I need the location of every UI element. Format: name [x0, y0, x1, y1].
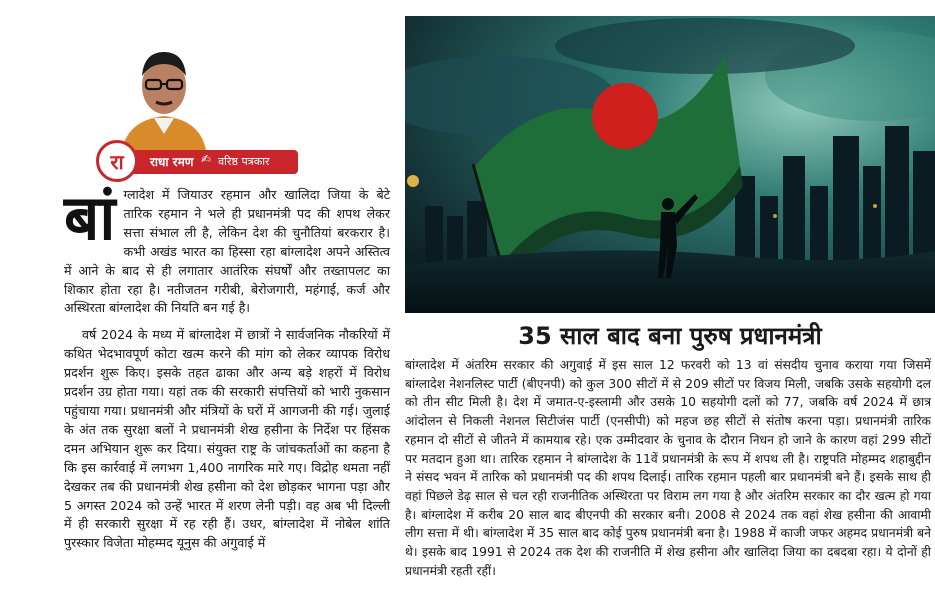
- publication-logo: [96, 140, 138, 182]
- pen-icon: ✍: [201, 152, 212, 166]
- author-name: राधा रमण: [150, 155, 194, 169]
- section-headline: 35 साल बाद बना पुरुष प्रधानमंत्री: [518, 322, 822, 350]
- author-role: वरिष्ठ पत्रकार: [218, 155, 270, 168]
- right-article: बांग्लादेश में अंतरिम सरकार की अगुवाई में इस साल 12 फरवरी को 13 वां संसदीय चुनाव कराया गया जिसमें बांग्लादेश नेशनलिस्ट पार्टी (बीएनपी) को कुल 300 सीटों में से 209 सीटों पर विजय मिली, जबकि उसके सहयोगी दल को तीन सीट मिली है। देश में जमात-ए-इस्लामी और उसके 10 सहयोगी दलों को 77, जबकि वर्ष 2024 में छात्र आंदोलन से निकली नेशनल सिटीजंस पार्टी (एनसीपी) को महज छह सीटों से संतोष करना पड़ा। प्रधानमंत्री तारिक रहमान दो सीटों से जीतने में कामयाब रहे। एक उम्मीदवार के चुनाव के दौरान निधन हो जाने के कारण वहां 299 सीटों पर मतदान हुआ था। तारिक रहमान ने बांग्लादेश के 11वें प्रधानमंत्री के रूप में शपथ ली है। राष्ट्रपति मोहम्मद शहाबुद्दीन ने संसद भवन में तारिक को प्रधानमंत्री पद की शपथ दिलाई। तारिक रहमान पहली बार प्रधानमंत्री बने हैं। इसके साथ ही वहां पिछले डेढ़ साल से चल रही राजनीतिक अस्थिरता पर विराम लग गया है और अंतरिम सरकार का दौर खत्म हो गया है। बांग्लादेश में करीब 20 साल बाद बीएनपी की सरकार बनी। 2008 से 2024 तक वहां शेख हसीना की आवामी लीग सत्ता में थी। बांग्लादेश में 35 साल बाद कोई पुरुष प्रधानमंत्री बना है। 1988 में काजी जफर अहमद प्रधानमंत्री बने थे। इसके बाद 1991 से 2024 तक देश की राजनीति में शेख हसीना और खालिदा जिया का दबदबा रहा। ये दोनों ही प्रधानमंत्री रहती रहीं।: [405, 358, 931, 578]
- left-article-paragraph-1: [64, 181, 390, 318]
- left-article-paragraph-2: वर्ष 2024 के मध्य में बांग्लादेश में छात्रों ने सार्वजनिक नौकरियों में कथित भेदभावपूर्ण कोटा खत्म करने की मांग को लेकर व्यापक विरोध प्रदर्शन शुरू किए। इसके तहत ढाका और अन्य बड़े शहरों में विरोध प्रदर्शन उग्र होता गया। यहां तक की सरकारी संपत्तियों को भारी नुकसान पहुंचाया गया। प्रधानमंत्री और मंत्रियों के घरों में आगजनी की गई। जुलाई के अंत तक सुरक्षा बलों ने प्रधानमंत्री शेख हसीना के निर्देश पर हिंसक दमन अभियान शुरू कर दिया। संयुक्त राष्ट्र के जांचकर्ताओं का कहना है कि इस कार्रवाई में लगभग 1,400 नागरिक मारे गए। विद्रोह थमता नहीं देखकर तब की प्रधानमंत्री शेख हसीना को देश छोड़कर भागना पड़ा और 5 अगस्त 2024 को उन्हें भारत में शरण लेनी पड़ी। वह अब भी दिल्ली में ही सरकारी सुरक्षा में रह रही हैं। उधर, बांग्लादेश में नोबेल शांति पुरस्कार विजेता मोहम्मद यूनुस की अगुवाई में: [64, 327, 390, 551]
- logo-letter: रा: [110, 149, 124, 174]
- dropcap: बां: [64, 181, 116, 254]
- left-article: [64, 181, 390, 553]
- paragraph-1-text: ग्लादेश में जियाउर रहमान और खालिदा जिया के बेटे तारिक रहमान ने भले ही प्रधानमंत्री पद की शपथ लेकर सत्ता संभाल ली है, लेकिन देश की चुनौतियां बरकरार है। कभी अखंड भारत का हिस्सा रहा बांग्लादेश अपने अस्तित्व में आने के बाद से ही लगातार आतंरिक संघर्षों और तख्तापलट का शिकार होता रहा है। नतीजतन गरीबी, बेरोजगारी, महंगाई, कर्ज और अस्थिरता बांग्लादेश की नियति बन गई है।: [64, 187, 390, 316]
- hero-illustration: [405, 16, 935, 313]
- author-photo: [118, 42, 210, 150]
